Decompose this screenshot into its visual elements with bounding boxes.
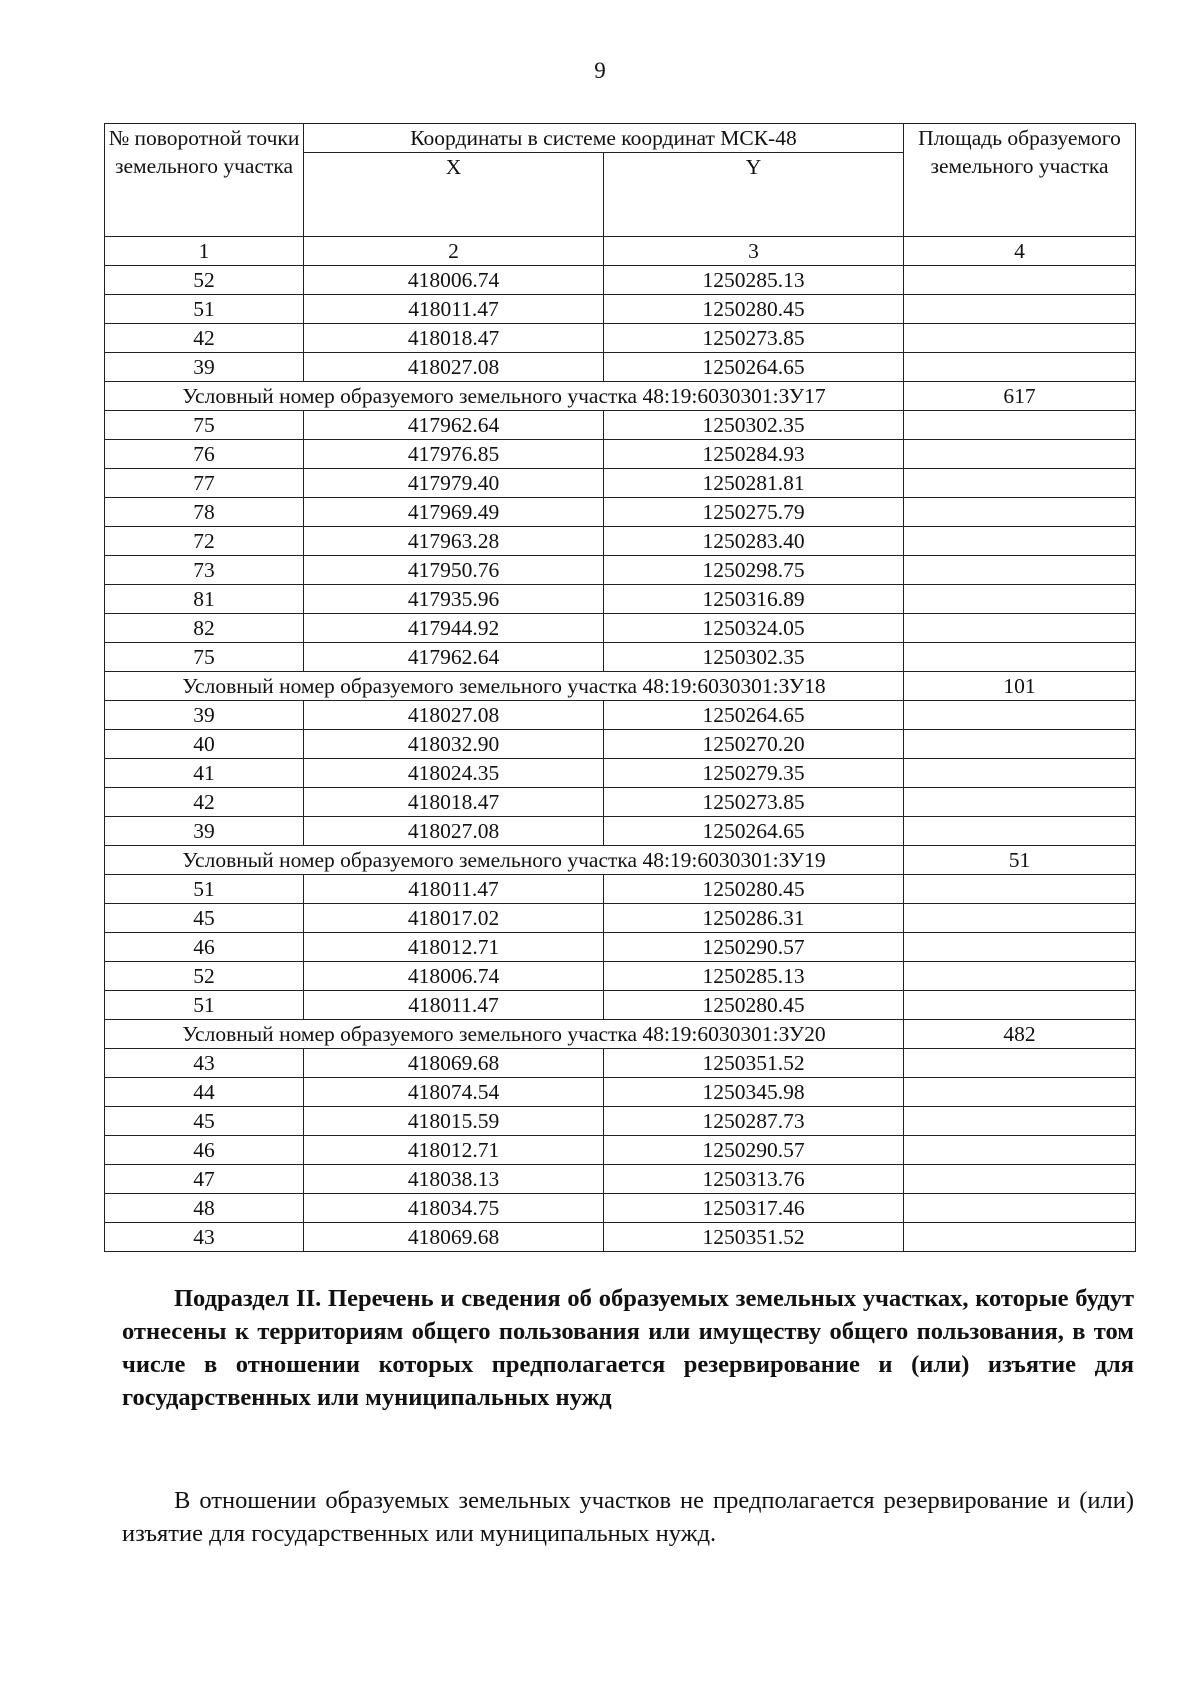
- area-cell: [904, 1136, 1136, 1165]
- table-row: [105, 991, 1136, 1020]
- point-number: 78: [105, 498, 304, 527]
- header-y: Y: [604, 153, 904, 237]
- parcel-label: Условный номер образуемого земельного участка 48:19:6030301:ЗУ18: [105, 672, 904, 701]
- area-cell: [904, 1107, 1136, 1136]
- coordinate-x: 418011.47: [304, 295, 604, 324]
- area-cell: [904, 933, 1136, 962]
- point-number: 81: [105, 585, 304, 614]
- table-row: [105, 295, 1136, 324]
- point-number: 39: [105, 817, 304, 846]
- header-point-number: № поворотной точки земельного участка: [105, 124, 304, 237]
- parcel-area: 51: [904, 846, 1136, 875]
- area-cell: [904, 614, 1136, 643]
- column-number: 3: [604, 237, 904, 266]
- coordinate-x: 418027.08: [304, 701, 604, 730]
- area-cell: [904, 1078, 1136, 1107]
- coordinate-x: 418032.90: [304, 730, 604, 759]
- area-cell: [904, 324, 1136, 353]
- coordinate-x: 417963.28: [304, 527, 604, 556]
- table-row: [105, 440, 1136, 469]
- coordinate-x: 418074.54: [304, 1078, 604, 1107]
- coordinate-x: 418006.74: [304, 266, 604, 295]
- parcel-area: 617: [904, 382, 1136, 411]
- coordinate-x: 418024.35: [304, 759, 604, 788]
- point-number: 73: [105, 556, 304, 585]
- coordinate-y: 1250285.13: [604, 962, 904, 991]
- parcel-label: Условный номер образуемого земельного участка 48:19:6030301:ЗУ19: [105, 846, 904, 875]
- coordinate-x: 417969.49: [304, 498, 604, 527]
- point-number: 82: [105, 614, 304, 643]
- column-number: 1: [105, 237, 304, 266]
- point-number: 46: [105, 933, 304, 962]
- table-row: [105, 730, 1136, 759]
- section-heading: Подраздел II. Перечень и сведения об образуемых земельных участках, которые будут отнесены к территориям общего пользования или имуществу общего пользования, в том числе в отношении которых предполагается резервирование и (или) изъятие для государственных или муниципальных нужд: [122, 1285, 1134, 1411]
- table-row: [105, 643, 1136, 672]
- point-number: 44: [105, 1078, 304, 1107]
- table-row: [105, 904, 1136, 933]
- coordinate-y: 1250313.76: [604, 1165, 904, 1194]
- coordinate-y: 1250345.98: [604, 1078, 904, 1107]
- point-number: 39: [105, 353, 304, 382]
- coordinate-y: 1250302.35: [604, 411, 904, 440]
- table-body: [105, 266, 1136, 1252]
- coordinate-y: 1250280.45: [604, 295, 904, 324]
- area-cell: [904, 411, 1136, 440]
- coordinate-y: 1250351.52: [604, 1049, 904, 1078]
- area-cell: [904, 353, 1136, 382]
- point-number: 39: [105, 701, 304, 730]
- area-cell: [904, 1194, 1136, 1223]
- coordinate-y: 1250317.46: [604, 1194, 904, 1223]
- point-number: 72: [105, 527, 304, 556]
- coordinate-y: 1250351.52: [604, 1223, 904, 1252]
- coordinate-y: 1250280.45: [604, 875, 904, 904]
- area-cell: [904, 1165, 1136, 1194]
- coordinate-x: 418006.74: [304, 962, 604, 991]
- area-cell: [904, 875, 1136, 904]
- point-number: 43: [105, 1049, 304, 1078]
- parcel-label: Условный номер образуемого земельного участка 48:19:6030301:ЗУ17: [105, 382, 904, 411]
- point-number: 48: [105, 1194, 304, 1223]
- area-cell: [904, 440, 1136, 469]
- table-row: [105, 701, 1136, 730]
- coordinate-x: 418015.59: [304, 1107, 604, 1136]
- point-number: 75: [105, 643, 304, 672]
- area-cell: [904, 266, 1136, 295]
- coordinate-y: 1250280.45: [604, 991, 904, 1020]
- table-row: [105, 788, 1136, 817]
- table-row: [105, 759, 1136, 788]
- area-cell: [904, 295, 1136, 324]
- coordinate-y: 1250286.31: [604, 904, 904, 933]
- point-number: 52: [105, 962, 304, 991]
- coordinate-y: 1250290.57: [604, 1136, 904, 1165]
- point-number: 52: [105, 266, 304, 295]
- table-row: [105, 817, 1136, 846]
- parcel-label: Условный номер образуемого земельного участка 48:19:6030301:ЗУ20: [105, 1020, 904, 1049]
- coordinates-table: [104, 123, 1136, 1252]
- parcel-row: [105, 672, 1136, 701]
- area-cell: [904, 1049, 1136, 1078]
- coordinate-x: 417979.40: [304, 469, 604, 498]
- area-cell: [904, 469, 1136, 498]
- table-row: [105, 266, 1136, 295]
- coordinate-x: 417935.96: [304, 585, 604, 614]
- coordinate-x: 418027.08: [304, 817, 604, 846]
- coordinate-y: 1250264.65: [604, 701, 904, 730]
- point-number: 46: [105, 1136, 304, 1165]
- coordinate-x: 418069.68: [304, 1223, 604, 1252]
- coordinate-x: 418011.47: [304, 991, 604, 1020]
- area-cell: [904, 643, 1136, 672]
- parcel-row: [105, 382, 1136, 411]
- coordinate-y: 1250287.73: [604, 1107, 904, 1136]
- header-x: X: [304, 153, 604, 237]
- point-number: 45: [105, 904, 304, 933]
- header-area: Площадь образуемого земельного участка: [904, 124, 1136, 237]
- point-number: 47: [105, 1165, 304, 1194]
- table-row: [105, 1136, 1136, 1165]
- coordinate-y: 1250290.57: [604, 933, 904, 962]
- coordinate-x: 417976.85: [304, 440, 604, 469]
- coordinate-y: 1250264.65: [604, 817, 904, 846]
- point-number: 42: [105, 788, 304, 817]
- table-row: [105, 1107, 1136, 1136]
- area-cell: [904, 962, 1136, 991]
- parcel-row: [105, 1020, 1136, 1049]
- area-cell: [904, 788, 1136, 817]
- table-row: [105, 1049, 1136, 1078]
- table-row: [105, 353, 1136, 382]
- area-cell: [904, 527, 1136, 556]
- area-cell: [904, 730, 1136, 759]
- coordinate-y: 1250275.79: [604, 498, 904, 527]
- coordinate-y: 1250284.93: [604, 440, 904, 469]
- point-number: 40: [105, 730, 304, 759]
- coordinate-y: 1250302.35: [604, 643, 904, 672]
- table-row: [105, 498, 1136, 527]
- table-row: [105, 1078, 1136, 1107]
- coordinate-y: 1250264.65: [604, 353, 904, 382]
- coordinate-x: 418011.47: [304, 875, 604, 904]
- table-row: [105, 1223, 1136, 1252]
- table-row: [105, 933, 1136, 962]
- table-row: [105, 585, 1136, 614]
- point-number: 51: [105, 295, 304, 324]
- coordinate-x: 418017.02: [304, 904, 604, 933]
- column-number: 4: [904, 237, 1136, 266]
- point-number: 51: [105, 991, 304, 1020]
- point-number: 75: [105, 411, 304, 440]
- table-row: [105, 1194, 1136, 1223]
- point-number: 76: [105, 440, 304, 469]
- coordinate-x: 417962.64: [304, 643, 604, 672]
- coordinate-x: 418012.71: [304, 933, 604, 962]
- table-row: [105, 411, 1136, 440]
- point-number: 51: [105, 875, 304, 904]
- table-row: [105, 1165, 1136, 1194]
- table-row: [105, 875, 1136, 904]
- point-number: 45: [105, 1107, 304, 1136]
- table-row: [105, 614, 1136, 643]
- coordinate-x: 417950.76: [304, 556, 604, 585]
- section-text: В отношении образуемых земельных участков не предполагается резервирование и (или) изъятие для государственных или муниципальных нужд.: [122, 1487, 1134, 1547]
- coordinate-y: 1250273.85: [604, 788, 904, 817]
- header-coordinates: Координаты в системе координат МСК-48: [304, 124, 904, 153]
- point-number: 41: [105, 759, 304, 788]
- page-number: 9: [594, 58, 606, 83]
- table-row: [105, 962, 1136, 991]
- coordinate-x: 418038.13: [304, 1165, 604, 1194]
- area-cell: [904, 498, 1136, 527]
- table-row: [105, 469, 1136, 498]
- coordinate-y: 1250283.40: [604, 527, 904, 556]
- coordinate-y: 1250270.20: [604, 730, 904, 759]
- area-cell: [904, 817, 1136, 846]
- parcel-row: [105, 846, 1136, 875]
- coordinate-x: 417944.92: [304, 614, 604, 643]
- area-cell: [904, 556, 1136, 585]
- coordinate-y: 1250298.75: [604, 556, 904, 585]
- table-row: [105, 556, 1136, 585]
- area-cell: [904, 991, 1136, 1020]
- coordinate-x: 417962.64: [304, 411, 604, 440]
- area-cell: [904, 1223, 1136, 1252]
- table-row: [105, 527, 1136, 556]
- area-cell: [904, 904, 1136, 933]
- coordinate-x: 418069.68: [304, 1049, 604, 1078]
- coordinate-x: 418034.75: [304, 1194, 604, 1223]
- coordinate-y: 1250316.89: [604, 585, 904, 614]
- area-cell: [904, 585, 1136, 614]
- parcel-area: 482: [904, 1020, 1136, 1049]
- table-row: [105, 324, 1136, 353]
- parcel-area: 101: [904, 672, 1136, 701]
- coordinate-x: 418018.47: [304, 324, 604, 353]
- point-number: 77: [105, 469, 304, 498]
- coordinate-x: 418027.08: [304, 353, 604, 382]
- coordinate-y: 1250279.35: [604, 759, 904, 788]
- coordinate-x: 418018.47: [304, 788, 604, 817]
- coordinate-y: 1250273.85: [604, 324, 904, 353]
- area-cell: [904, 701, 1136, 730]
- coordinate-y: 1250285.13: [604, 266, 904, 295]
- area-cell: [904, 759, 1136, 788]
- coordinate-x: 418012.71: [304, 1136, 604, 1165]
- coordinate-y: 1250281.81: [604, 469, 904, 498]
- point-number: 43: [105, 1223, 304, 1252]
- coordinate-y: 1250324.05: [604, 614, 904, 643]
- point-number: 42: [105, 324, 304, 353]
- column-number: 2: [304, 237, 604, 266]
